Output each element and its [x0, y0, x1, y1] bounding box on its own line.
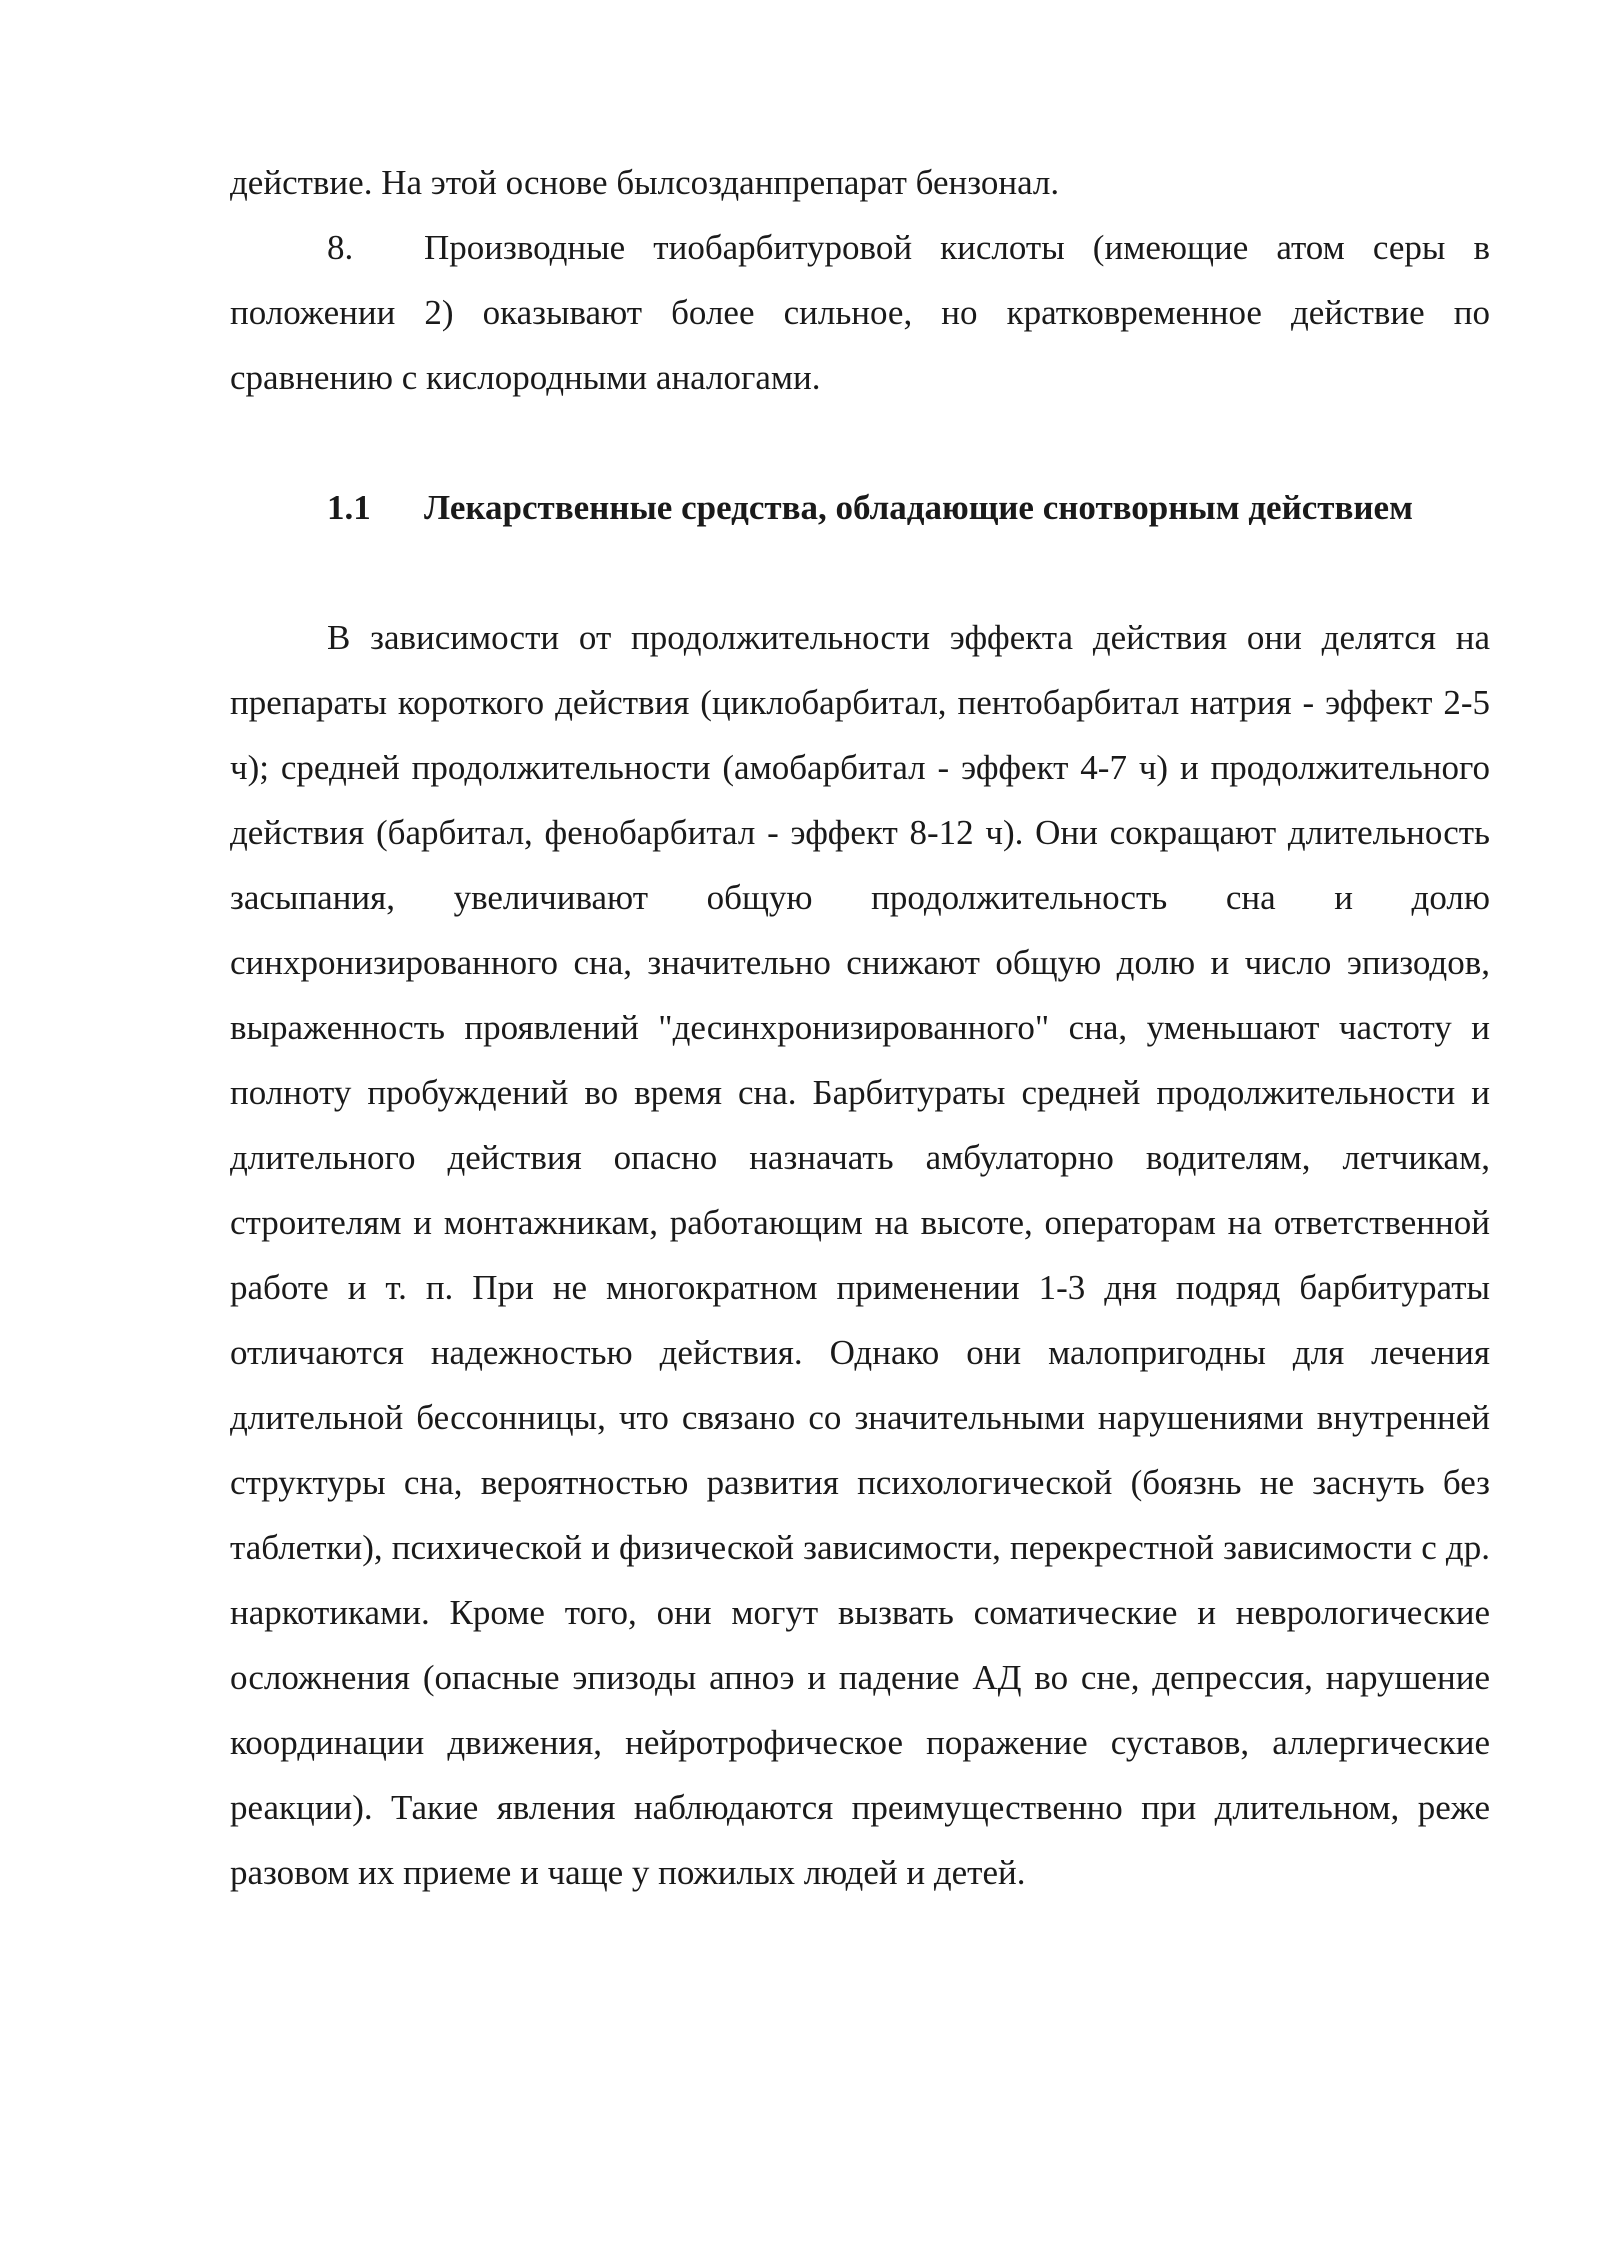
section-heading-title: Лекарственные средства, обладающие снотворным действием	[424, 488, 1413, 527]
spacer	[230, 540, 1490, 605]
document-page	[230, 150, 1490, 1905]
body-paragraph: В зависимости от продолжительности эффекта действия они делятся на препараты короткого действия (циклобарбитал, пентобарбитал натрия - эффект 2-5 ч); средней продолжительности (амобарбитал - эффект 4-7 ч) и продолжительного действия (барбитал, фенобарбитал - эффект 8-12 ч). Они сокращают длительность засыпания, увеличивают общую продолжительность сна и долю синхронизированного сна, значительно снижают общую долю и число эпизодов, выраженность проявлений "десинхронизированного" сна, уменьшают частоту и полноту пробуждений во время сна. Барбитураты средней продолжительности и длительного действия опасно назначать амбулаторно водителям, летчикам, строителям и монтажникам, работающим на высоте, операторам на ответственной работе и т. п. При не многократном применении 1-3 дня подряд барбитураты отличаются надежностью действия. Однако они малопригодны для лечения длительной бессонницы, что связано со значительными нарушениями внутренней структуры сна, вероятностью развития психологической (боязнь не заснуть без таблетки), психической и физической зависимости, перекрестной зависимости с др. наркотиками. Кроме того, они могут вызвать соматические и неврологические осложнения (опасные эпизоды апноэ и падение АД во сне, депрессия, нарушение координации движения, нейротрофическое поражение суставов, аллергические реакции). Такие явления наблюдаются преимущественно при длительном, реже разовом их приеме и чаще у пожилых людей и детей.	[230, 618, 1490, 1892]
list-item-text: Производные тиобарбитуровой кислоты (имеющие атом серы в положении 2) оказывают более сильное, но кратковременное действие по сравнению с кислородными аналогами.	[230, 228, 1490, 397]
intro-paragraph: действие. На этой основе былсозданпрепарат бензонал.	[230, 163, 1060, 202]
list-item-number: 8.	[327, 228, 354, 267]
section-heading-number: 1.1	[327, 488, 371, 527]
spacer	[230, 410, 1490, 475]
section-heading	[230, 475, 1490, 540]
list-item-8	[230, 215, 1490, 410]
